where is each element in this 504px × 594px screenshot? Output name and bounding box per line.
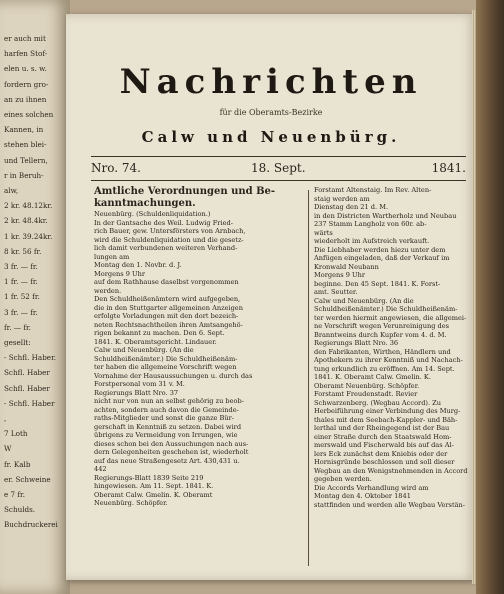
text-line: Die Accords Verhandlung wird am bbox=[314, 483, 429, 492]
text-line: Calw und Neuenbürg. (An die bbox=[94, 346, 194, 354]
text-line: wird die Schuldenliquidation und die gesetz- bbox=[94, 235, 244, 244]
fragment-line: an zu ihnen bbox=[4, 94, 47, 104]
fragment-line: er. Schweine bbox=[4, 474, 51, 484]
text-line: Forstamt Freudenstadt. Revier bbox=[314, 390, 418, 398]
text-line: gerschaft in Kenntniß zu setzen. Dabei wird bbox=[94, 422, 242, 431]
text-line: einer Straße durch den Staatswald Hom- bbox=[314, 432, 452, 441]
text-line: Montag den 4. Oktober 1841 bbox=[314, 492, 411, 500]
issue-number: Nro. 74. bbox=[91, 161, 141, 175]
text-line: 1841. K. Oberamt Calw. Gmelin. K. bbox=[314, 373, 431, 381]
fragment-line: 1 kr. 39.24kr. bbox=[4, 231, 53, 241]
text-line: tung erkundlich zu eröffnen. Am 14. Sept. bbox=[314, 364, 455, 373]
text-line: auf das neue Straßengesetz Art. 430,431 u. bbox=[94, 456, 240, 465]
fragment-line: 1 fr. 52 fr. bbox=[4, 292, 40, 302]
text-line: werden. bbox=[94, 286, 122, 295]
text-line: Kronwald Neubann bbox=[314, 262, 379, 271]
newspaper-page bbox=[66, 14, 476, 580]
text-line: den Fabrikanten, Wirthen, Händlern und bbox=[314, 347, 451, 356]
text-line: rigen bekannt zu machen. Den 6. Sept. bbox=[94, 329, 225, 337]
text-line: Vornahme der Hausaussuchungen u. durch das bbox=[94, 371, 253, 380]
text-line: thales mit dem Seebach-Kappler- und Bäh- bbox=[314, 415, 458, 424]
text-line: neten Rechtsnachtheilen ihren Amtsangehö- bbox=[94, 320, 243, 329]
text-line: dern Gelegenheiten geschehen ist, wiederholt bbox=[94, 448, 249, 456]
fragment-line: fr. — fr. bbox=[4, 322, 31, 332]
text-line: lerthal und der Rheingegend ist der Bau bbox=[314, 424, 450, 432]
fragment-line: und Tellern, bbox=[4, 155, 48, 165]
issue-rule-bottom bbox=[91, 180, 466, 181]
fragment-line: fr. Kalb bbox=[4, 459, 31, 469]
fragment-line: gesellt: bbox=[4, 338, 31, 347]
text-line: kanntmachungen. bbox=[94, 198, 196, 209]
issue-bar bbox=[91, 158, 466, 178]
text-line: gegeben werden. bbox=[314, 475, 372, 483]
text-line: amt. Seutter. bbox=[314, 288, 358, 296]
fragment-line: W bbox=[4, 444, 12, 454]
text-line: Morgens 9 Uhr bbox=[314, 271, 365, 279]
text-line: übrigens zu Vermeidung von Irrungen, wie bbox=[94, 431, 238, 439]
text-line: ne Vorschrift wegen Verunreinigung des bbox=[314, 322, 450, 330]
text-line: Regierungs-Blatt 1839 Seite 219 bbox=[94, 473, 204, 482]
text-line: raths-Mitglieder und sonst die ganze Bür- bbox=[94, 414, 235, 422]
text-line: Branntweins durch Kupfer vom 4. d. M. bbox=[314, 330, 447, 339]
text-line: In der Gantsache des Weil. Ludwig Fried- bbox=[94, 218, 233, 227]
column-divider bbox=[308, 190, 309, 566]
text-line: Forstamt Altenstaig. Im Rev. Alten- bbox=[314, 186, 432, 194]
fragment-line: 3 fr. — fr. bbox=[4, 307, 38, 317]
left-page-fragment bbox=[0, 0, 70, 594]
fragment-line: r in Beruh- bbox=[4, 170, 44, 180]
text-line: Neuenbürg. Schöpfer. bbox=[94, 499, 168, 507]
text-line: Calw und Neuenbürg. (An die bbox=[314, 296, 414, 305]
text-line: Schuldheißenämter.) Die Schuldheißenäm- bbox=[314, 305, 458, 313]
issue-rule-top bbox=[91, 156, 466, 157]
text-line: in den Districten Wartherholz und Neubau bbox=[314, 211, 457, 220]
fragment-line: 3 fr. — fr. bbox=[4, 262, 38, 271]
text-line: Hornisgründe beschlossen und soll dieser bbox=[314, 458, 455, 466]
text-line: beginne. Den 45 Sept. 1841. K. Forst- bbox=[314, 279, 441, 288]
fragment-line: fordern gro- bbox=[4, 79, 49, 89]
text-line: auf dem Rathhause daselbst vorgenommen bbox=[94, 278, 239, 286]
text-line: 442 bbox=[94, 465, 107, 473]
text-line: erfolgte Vorladungen mit den dort bezeich- bbox=[94, 312, 239, 320]
text-line: 1841. K. Oberamtsgericht. Lindauer. bbox=[94, 337, 217, 346]
text-line: Die Liebhaber werden hiezu unter dem bbox=[314, 245, 446, 254]
text-line: staig werden am bbox=[314, 194, 370, 203]
book-spine bbox=[476, 0, 504, 594]
fragment-line: 2 kr. 48.12kr. bbox=[4, 201, 53, 211]
fragment-line: Schulds. bbox=[4, 505, 36, 515]
masthead-subtitle: für die Oberamts-Bezirke bbox=[219, 108, 323, 117]
text-line: Herbeiführung einer Verbindung des Murg- bbox=[314, 407, 461, 415]
text-line: Anfügen eingeladen, daß der Verkauf im bbox=[314, 254, 450, 262]
text-line: Dienstag den 21 d. M. bbox=[314, 203, 389, 211]
fragment-line: Schfl. Haber bbox=[4, 383, 50, 393]
text-line: ter werden hiermit angewiesen, die allgemei- bbox=[314, 313, 467, 322]
fragment-line: 8 kr. 56 fr. bbox=[4, 246, 42, 256]
fragment-line: - Schfl. Haber bbox=[4, 398, 55, 408]
issue-year: 1841. bbox=[431, 161, 466, 175]
fragment-line: stehen blei- bbox=[4, 140, 47, 150]
text-line: die in den Stuttgarter allgemeinen Anzeigen bbox=[94, 303, 243, 312]
left-column bbox=[94, 186, 300, 508]
masthead-districts: Calw und Neuenbürg. bbox=[141, 128, 401, 146]
text-line: Amtliche Verordnungen und Be- bbox=[94, 186, 276, 197]
fragment-line: harfen Stof- bbox=[4, 49, 48, 59]
text-line: wiederholt im Aufstreich verkauft. bbox=[314, 237, 430, 245]
fragment-line: 7 Loth bbox=[4, 429, 28, 439]
text-line: Oberamt Calw. Gmelin. K. Oberamt bbox=[94, 490, 213, 499]
fragment-line: Schfl. Haber bbox=[4, 368, 50, 378]
text-line: lich damit verbundenen weiteren Verhand- bbox=[94, 244, 238, 252]
fragment-line: , bbox=[4, 414, 7, 423]
fragment-line: Buchdruckerei bbox=[4, 520, 58, 530]
text-line: Den Schuldheißenämtern wird aufgegeben, bbox=[94, 295, 241, 303]
text-line: Neuenbürg. (Schuldenliquidation.) bbox=[94, 210, 211, 218]
text-line: Regierungs Blatt Nro. 37 bbox=[94, 388, 179, 397]
fragment-line: Kannen, in bbox=[4, 125, 44, 135]
text-line: Schwarzenberg. (Wegbau Accord). Zu bbox=[314, 398, 442, 407]
text-line: dieses schon bei den Aussuchungen nach aus- bbox=[94, 439, 249, 448]
issue-date: 18. Sept. bbox=[251, 161, 306, 175]
fragment-line: 1 fr. — fr. bbox=[4, 277, 38, 287]
text-line: lungen am bbox=[94, 252, 130, 261]
text-line: ter haben die allgemeine Vorschrift wegen bbox=[94, 363, 237, 371]
fragment-line: - Schfl. Haber. bbox=[4, 353, 56, 363]
right-column bbox=[314, 186, 472, 509]
text-line: Morgens 9 Uhr bbox=[94, 269, 145, 278]
fragment-line: alw, bbox=[4, 186, 19, 195]
text-line: Schuldheißenämter.) Die Schuldheißenäm- bbox=[94, 354, 238, 363]
text-line: Regierungs Blatt Nro. 36 bbox=[314, 339, 399, 347]
fragment-line: eines solchen bbox=[4, 110, 54, 119]
text-line: Montag den 1. Novbr. d. J. bbox=[94, 261, 182, 269]
text-line: wärts bbox=[314, 228, 333, 237]
text-line: achten, sondern auch davon die Gemeinde- bbox=[94, 405, 239, 414]
fragment-line: e 7 fr. bbox=[4, 490, 25, 499]
masthead-title: Nachrichten bbox=[119, 62, 423, 102]
text-line: stattfinden und werden alle Wegbau Verstän- bbox=[314, 500, 466, 509]
text-line: hingewiesen. Am 11. Sept. 1841. K. bbox=[94, 482, 214, 490]
fragment-line: er auch mit bbox=[4, 34, 46, 43]
text-line: Apothekern zu ihrer Kenntniß und Nachach- bbox=[314, 356, 463, 364]
fragment-line: elen u. s. w. bbox=[4, 64, 47, 74]
text-line: nicht nur von nun an selbst gehörig zu beob- bbox=[94, 397, 244, 405]
text-line: rich Bauer, gew. Untersförsters von Arnbach, bbox=[94, 227, 246, 235]
text-line: lers Eck zunächst dem Kniebis oder der bbox=[314, 449, 448, 458]
text-line: merswald und Fischerwald bis auf das Al- bbox=[314, 441, 454, 449]
fragment-line: 2 kr. 48.4kr. bbox=[4, 216, 48, 226]
text-line: Wegbau an den Wenigstnehmenden in Accord bbox=[314, 466, 468, 475]
text-line: Forstpersonal vom 31 v. M. bbox=[94, 380, 185, 388]
text-line: 237 Stamm Langholz von 60r. ab- bbox=[314, 220, 427, 228]
text-line: Oberamt Neuenbürg. Schöpfer. bbox=[314, 381, 420, 390]
